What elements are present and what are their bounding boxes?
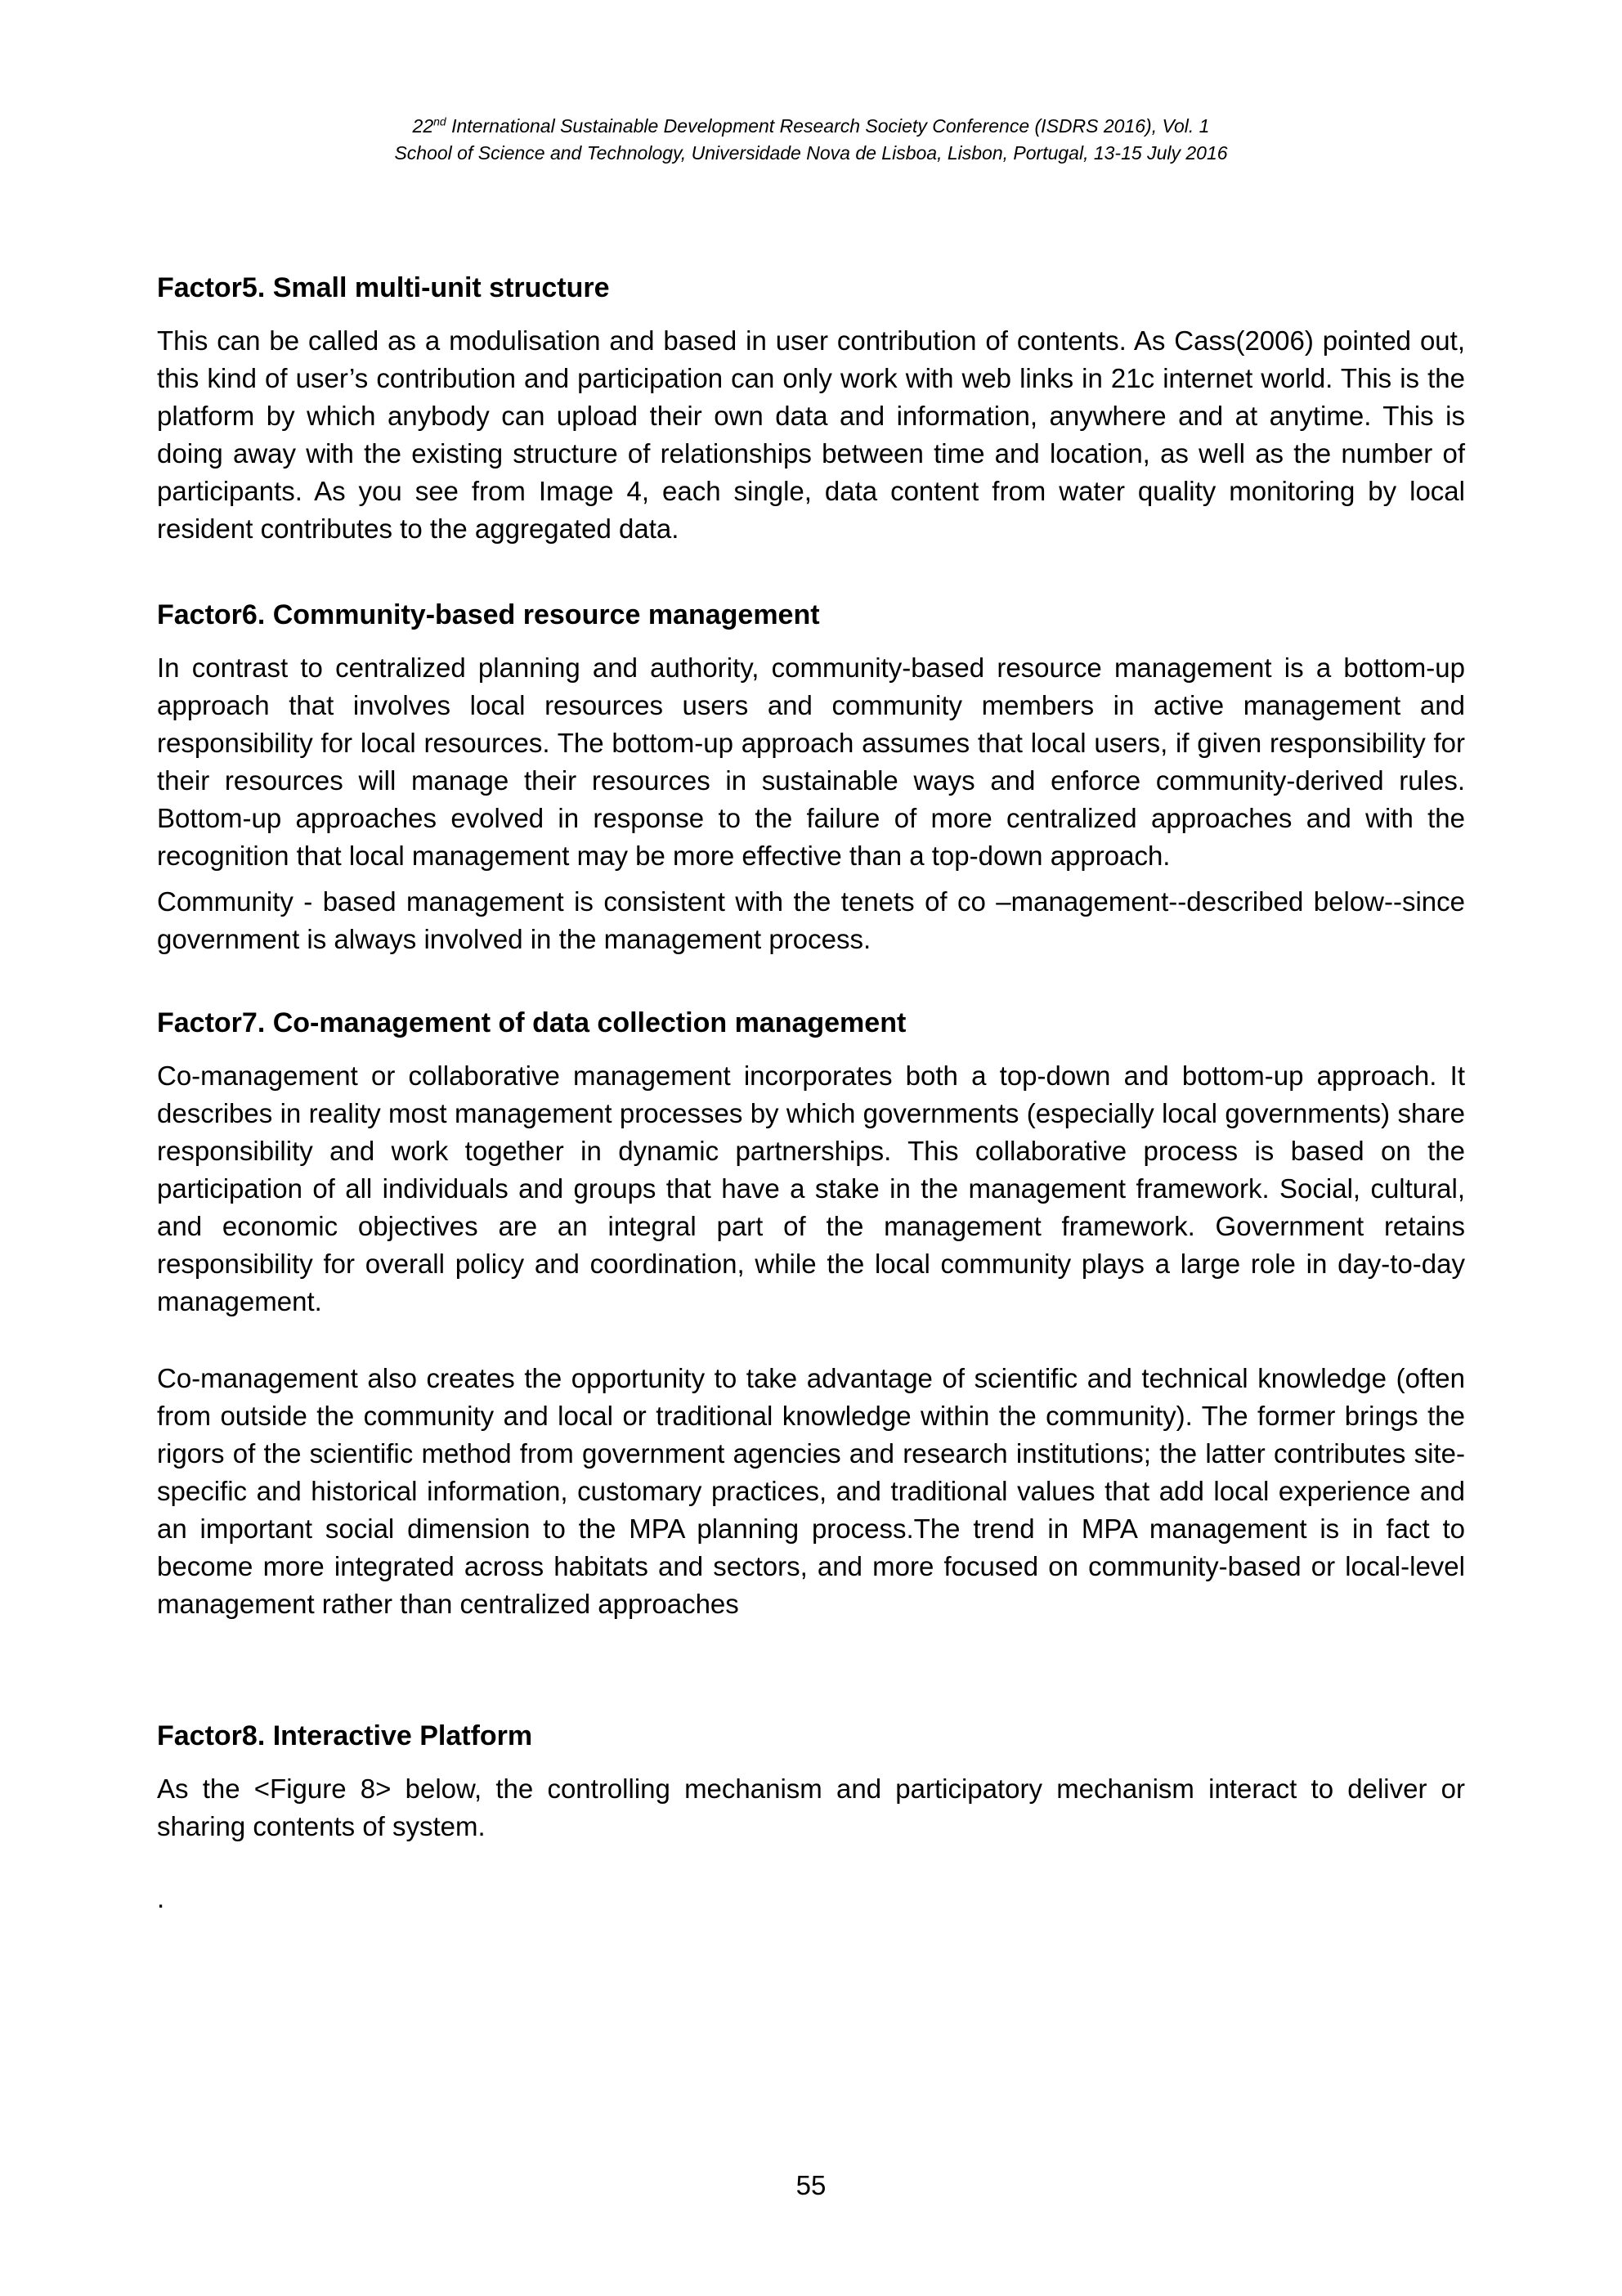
factor5-heading: Factor5. Small multi-unit structure — [157, 272, 610, 303]
factor6-heading: Factor6. Community-based resource management — [157, 599, 820, 630]
factor7-heading: Factor7. Co-management of data collection management — [157, 1007, 907, 1038]
section-factor8 — [157, 1720, 1465, 1917]
section-factor6 — [157, 599, 1465, 958]
factor8-paragraph-1: As the <Figure 8> below, the controlling mechanism and participatory mechanism interact to deliver or sharing contents of system. — [157, 1774, 1465, 1841]
page-number: 55 — [795, 2170, 827, 2200]
factor8-heading: Factor8. Interactive Platform — [157, 1720, 533, 1751]
factor7-paragraph-2: Co-management also creates the opportunity to take advantage of scientific and technical knowledge (often from outside the community and local or traditional knowledge within the community). The former brings the rigors of the scientific method from government agencies and research institutions; the latter contributes site-specific and historical information, customary practices, and traditional values that add local experience and an important social dimension to the MPA planning process.The trend in MPA management is in fact to become more integrated across habitats and sectors, and more focused on community-based or local-level management rather than centralized approaches — [157, 1363, 1465, 1619]
section-factor5 — [157, 271, 1465, 548]
factor6-paragraph-2: Community - based management is consistent with the tenets of co –management--described below--since government is always involved in the management process. — [157, 886, 1465, 954]
factor6-paragraph-1: In contrast to centralized planning and authority, community-based resource management is a bottom-up approach that involves local resources users and community members in active management and responsibility for local resources. The bottom-up approach assumes that local users, if given responsibility for their resources will manage their resources in sustainable ways and enforce community-derived rules. Bottom-up approaches evolved in response to the failure of more centralized approaches and with the recognition that local management may be more effective than a top-down approach. — [157, 652, 1465, 871]
header-line-2: School of Science and Technology, Universidade Nova de Lisboa, Lisbon, Portugal, 13-15 July 2016 — [394, 142, 1228, 164]
factor5-paragraph-1: This can be called as a modulisation and based in user contribution of contents. As Cass(2006) pointed out, this kind of user’s contribution and participation can only work with web links in 21c internet world. This is the platform by which anybody can upload their own data and information, anywhere and at anytime. This is doing away with the existing structure of relationships between time and location, as well as the number of participants. As you see from Image 4, each single, data content from water quality monitoring by local resident contributes to the aggregated data. — [157, 325, 1465, 544]
document-body — [157, 0, 1465, 1917]
section-factor7 — [157, 1007, 1465, 1623]
header-conference-number: 22 — [412, 115, 434, 137]
factor8-stray-period: . — [157, 1883, 165, 1913]
header-conference-title: International Sustainable Development Research Society Conference (ISDRS 2016), Vol. 1 — [446, 115, 1210, 137]
header-ordinal-superscript: nd — [433, 114, 446, 128]
factor7-paragraph-1: Co-management or collaborative management incorporates both a top-down and bottom-up approach. It describes in reality most management processes by which governments (especially local governments) share responsibility and work together in dynamic partnerships. This collaborative process is based on the participation of all individuals and groups that have a stake in the management framework. Social, cultural, and economic objectives are an integral part of the management framework. Government retains responsibility for overall policy and coordination, while the local community plays a large role in day-to-day management. — [157, 1061, 1465, 1316]
